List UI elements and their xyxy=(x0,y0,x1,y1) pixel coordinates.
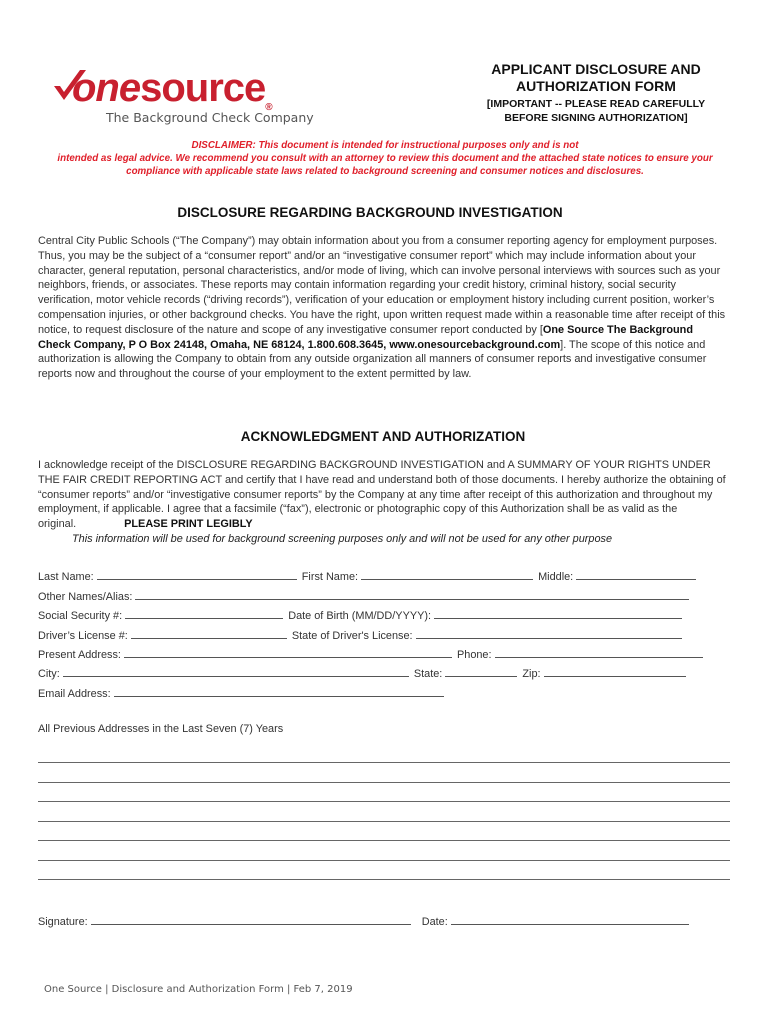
other-names-label: Other Names/Alias: xyxy=(38,591,133,603)
previous-address-line-1[interactable] xyxy=(38,762,730,763)
city-row xyxy=(38,666,688,680)
middle-name-field[interactable] xyxy=(576,569,696,580)
logo-one: one xyxy=(72,66,141,110)
city-label: City: xyxy=(38,668,60,680)
logo-tagline: The Background Check Company xyxy=(106,110,314,125)
disclosure-heading: DISCLOSURE REGARDING BACKGROUND INVESTIGATION xyxy=(177,205,563,220)
disclaimer-line2: intended as legal advice. We recommend you consult with an attorney to review this document and the attached state notices to ensure your xyxy=(57,153,713,164)
disclaimer-line3: compliance with applicable state laws related to background screening and consumer notices and disclosures. xyxy=(126,166,644,177)
info-note: This information will be used for background screening purposes only and will not be used for any other purpose xyxy=(72,532,613,545)
date-field[interactable] xyxy=(451,914,689,925)
important-line1: [IMPORTANT -- PLEASE READ CAREFULLY xyxy=(486,98,706,110)
registered-mark: ® xyxy=(265,102,272,113)
ssn-label: Social Security #: xyxy=(38,610,123,622)
disclaimer-line1: DISCLAIMER: This document is intended for instructional purposes only and is not xyxy=(191,140,579,151)
zip-label: Zip: xyxy=(522,668,541,680)
print-legibly-label: PLEASE PRINT LEGIBLY xyxy=(124,518,253,531)
important-notice xyxy=(466,98,726,125)
email-row xyxy=(38,686,446,700)
ssn-dob-row xyxy=(38,608,684,622)
acknowledgment-paragraph xyxy=(38,458,728,547)
acknowledgment-heading: ACKNOWLEDGMENT AND AUTHORIZATION xyxy=(240,429,526,444)
last-name-field[interactable] xyxy=(97,569,297,580)
previous-address-line-7[interactable] xyxy=(38,879,730,880)
city-field[interactable] xyxy=(63,666,409,677)
first-name-field[interactable] xyxy=(361,569,533,580)
disclosure-text-before: Central City Public Schools (“The Company”) may obtain information about you from a consumer reporting agency for employment purposes. Thus, you may be the subject of a “consumer report” and/or an “investigative consumer report” which may include information about your character, general reputation, personal characteristics, and/or mode of living, which can involve personal interviews with sources such as your neighbors, friends, or associates. These reports may contain information regarding your credit history, criminal history, social security verification, motor vehicle records (“driving records”), verification of your education or employment history including current position, worker’s compensation injuries, or other background checks. You have the right, upon written request made within a reasonable time after receipt of this notice, to request disclosure of the nature and scope of any investigative consumer report conducted by [ xyxy=(38,235,726,336)
first-name-label: First Name: xyxy=(301,571,359,583)
state-label: State: xyxy=(413,668,443,680)
state-field[interactable] xyxy=(445,666,517,677)
previous-address-line-5[interactable] xyxy=(38,840,730,841)
company-contact: One Source The Background Check Company, P O Box 24148, Omaha, NE 68124, 1.800.608.3645, www.onesourcebackground.com xyxy=(38,323,693,351)
disclaimer xyxy=(30,139,740,178)
drivers-license-field[interactable] xyxy=(131,628,287,639)
previous-address-line-4[interactable] xyxy=(38,821,730,822)
dl-state-field[interactable] xyxy=(416,628,682,639)
onesource-logo xyxy=(50,62,314,132)
disclosure-text-after: ]. The scope of this notice and authorization is allowing the Company to obtain from any outside organization all manners of consumer reports and investigative consumer reports now and throughout the course of your employment to the extent permitted by law. xyxy=(38,338,707,381)
name-row xyxy=(38,569,698,583)
dob-field[interactable] xyxy=(434,608,682,619)
form-title-line1: APPLICANT DISCLOSURE AND xyxy=(491,61,701,77)
address-row xyxy=(38,647,705,661)
drivers-license-label: Driver’s License #: xyxy=(38,630,128,642)
license-row xyxy=(38,628,684,642)
previous-address-line-6[interactable] xyxy=(38,860,730,861)
disclosure-paragraph xyxy=(38,234,728,382)
logo-wordmark xyxy=(72,62,272,114)
previous-address-line-2[interactable] xyxy=(38,782,730,783)
email-field[interactable] xyxy=(114,686,444,697)
middle-label: Middle: xyxy=(538,571,574,583)
acknowledgment-text: I acknowledge receipt of the DISCLOSURE REGARDING BACKGROUND INVESTIGATION and A SUMMARY OF YOUR RIGHTS UNDER THE FAIR CREDIT REPORTING ACT and certify that I have read and understand both of those documents. I hereby authorize the obtaining of “consumer reports” and/or “investigative consumer reports” by the Company at any time after receipt of this authorization and throughout my employment, if applicable. I agree that a facsimile (“fax”), electronic or photographic copy of this Authorization shall be as valid as the original. xyxy=(38,459,726,531)
signature-row xyxy=(38,914,691,928)
previous-addresses-label: All Previous Addresses in the Last Seven (7) Years xyxy=(38,723,284,735)
other-names-row xyxy=(38,589,691,603)
logo-source: source xyxy=(140,66,266,110)
form-title-line2: AUTHORIZATION FORM xyxy=(516,78,676,94)
last-name-label: Last Name: xyxy=(38,571,94,583)
ssn-field[interactable] xyxy=(125,608,283,619)
email-label: Email Address: xyxy=(38,688,111,700)
present-address-field[interactable] xyxy=(124,647,452,658)
important-line2: BEFORE SIGNING AUTHORIZATION] xyxy=(504,111,688,124)
form-title xyxy=(466,61,726,95)
phone-label: Phone: xyxy=(457,649,492,661)
dob-label: Date of Birth (MM/DD/YYYY): xyxy=(288,610,432,622)
date-label: Date: xyxy=(421,916,448,928)
signature-field[interactable] xyxy=(91,914,411,925)
zip-field[interactable] xyxy=(544,666,686,677)
dl-state-label: State of Driver's License: xyxy=(291,630,413,642)
other-names-field[interactable] xyxy=(135,589,689,600)
signature-label: Signature: xyxy=(38,916,88,928)
page-footer: One Source | Disclosure and Authorization Form | Feb 7, 2019 xyxy=(44,984,353,995)
present-address-label: Present Address: xyxy=(38,649,121,661)
phone-field[interactable] xyxy=(495,647,703,658)
previous-address-line-3[interactable] xyxy=(38,801,730,802)
